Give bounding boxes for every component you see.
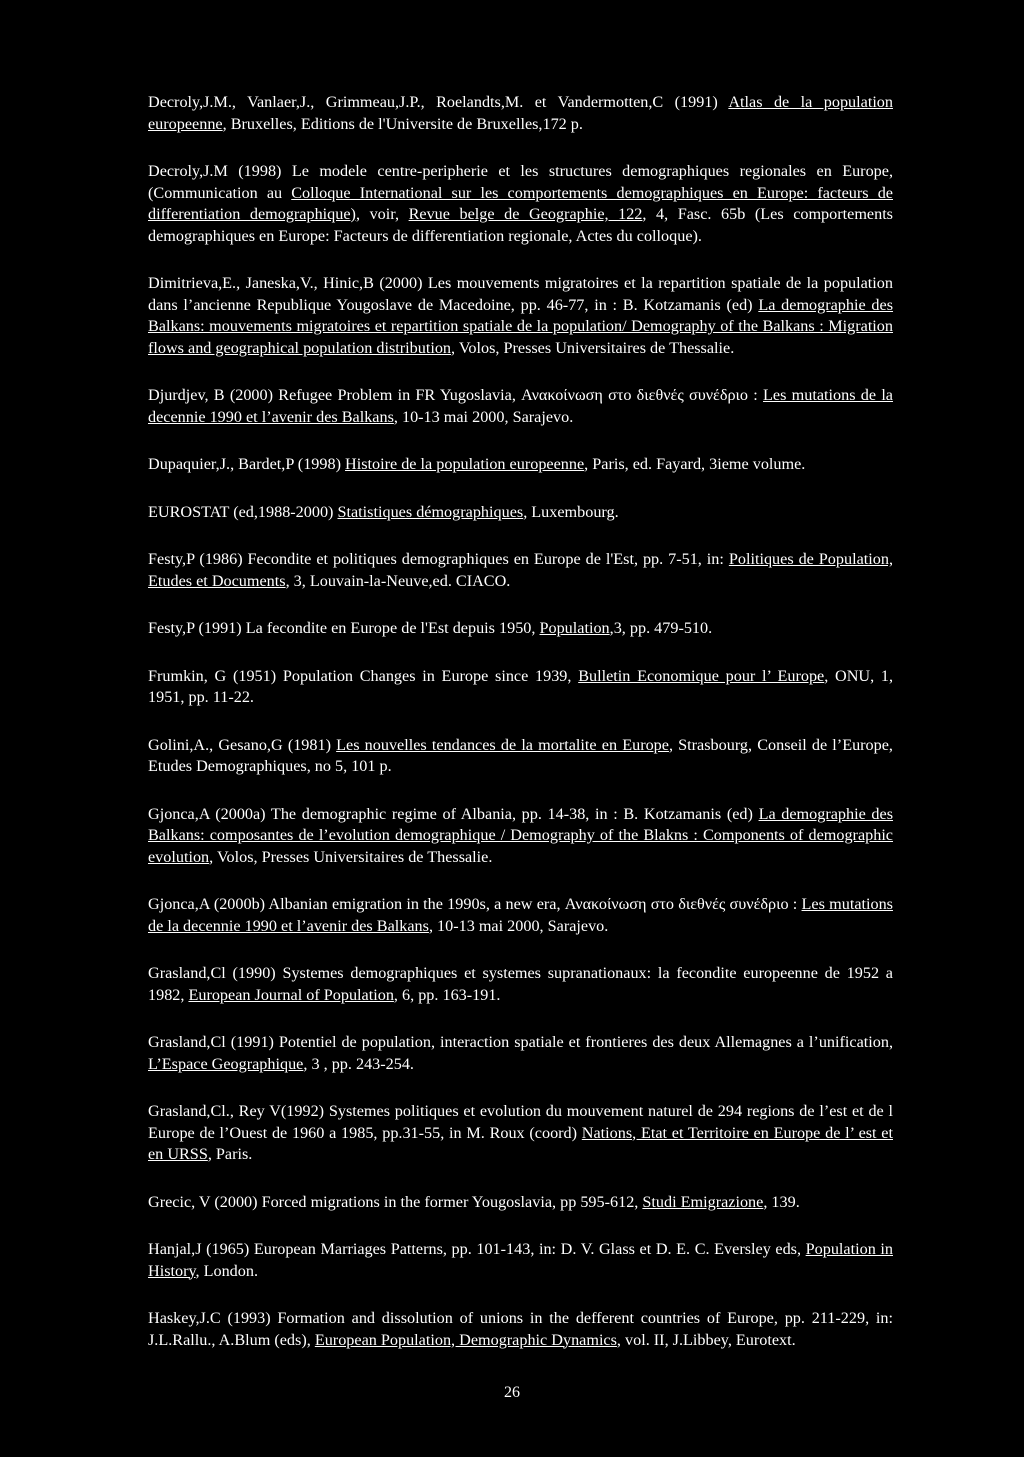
reference-text: Grasland,Cl (1990) Systemes demographiques et systemes supranationaux: la fecondite europeenne de 1952 a 1982, — [148, 964, 893, 1004]
reference-title: Population in History — [148, 1240, 893, 1280]
reference-title: Les mutations de la decennie 1990 et l’avenir des Balkans — [148, 895, 893, 935]
reference-text: ,3, pp. 479-510. — [609, 619, 713, 637]
reference-text: , ONU, 1, 1951, pp. 11-22. — [148, 666, 894, 706]
reference-text: Decroly,J.M (1998) Le modele centre-peripherie et les structures demographiques regionales en Europe, (Communication au — [148, 162, 893, 202]
reference-text: , Luxembourg. — [523, 502, 619, 521]
reference-entry — [148, 273, 893, 359]
reference-entry — [148, 549, 893, 592]
bibliography-list — [148, 92, 893, 1377]
reference-text: , Bruxelles, Editions de l'Universite de Bruxelles,172 p. — [222, 114, 583, 133]
reference-text: , London. — [195, 1261, 259, 1280]
reference-text: Djurdjev, B (2000) Refugee Problem in FR Yugoslavia, Ανακοίνωση στο διεθνές συνέδριο : — [148, 386, 764, 404]
reference-text: , Paris, ed. Fayard, 3ieme volume. — [584, 455, 806, 473]
reference-title: Les nouvelles tendances de la mortalite en Europe — [336, 735, 669, 754]
reference-entry — [148, 1101, 893, 1166]
reference-text: , Paris. — [207, 1145, 253, 1163]
reference-text: Grasland,Cl., Rey V(1992) Systemes politiques et evolution du mouvement naturel de 294 regions de l’est et de l Europe de l’Ouest de 1960 a 1985, pp.31-55, in M. Roux (coord) — [148, 1102, 893, 1142]
reference-text: , 3 , pp. 243-254. — [303, 1054, 414, 1073]
reference-entry — [148, 963, 893, 1006]
reference-text: , Strasbourg, Conseil de l’Europe, Etudes Demographiques, no 5, 101 p. — [148, 735, 893, 775]
reference-text: , 10-13 mai 2000, Sarajevo. — [393, 407, 574, 426]
reference-text: , voir, — [355, 205, 409, 223]
reference-text: , 139. — [763, 1192, 800, 1211]
reference-text: Golini,A., Gesano,G (1981) — [148, 735, 337, 754]
reference-text: , vol. II, J.Libbey, Eurotext. — [616, 1330, 796, 1349]
reference-entry — [148, 161, 893, 247]
reference-text: Festy,P (1986) Fecondite et politiques demographiques en Europe de l'Est, pp. 7-51, in: — [148, 550, 729, 568]
reference-text: Gjonca,A (2000a) The demographic regime of Albania, pp. 14-38, in : B. Kotzamanis (ed) — [148, 804, 759, 823]
reference-text: Decroly,J.M., Vanlaer,J., Grimmeau,J.P., Roelandts,M. et Vandermotten,C (1991) — [148, 93, 729, 111]
reference-text: Gjonca,A (2000b) Albanian emigration in the 1990s, a new era, Ανακοίνωση στο διεθνές συνέδριο : — [148, 895, 802, 913]
reference-title: Population — [539, 619, 610, 637]
reference-title: La demographie des Balkans: mouvements migratoires et repartition spatiale de la population/ Demography of the Balkans : Migration flows and geographical population distribution — [148, 295, 894, 357]
reference-text: , 10-13 mai 2000, Sarajevo. — [428, 916, 609, 935]
reference-title: Histoire de la population europeenne — [345, 455, 585, 473]
reference-text: , 3, Louvain-la-Neuve,ed. CIACO. — [285, 571, 511, 590]
reference-title: European Journal of Population — [188, 985, 394, 1004]
reference-title: La demographie des Balkans: composantes de l’evolution demographique / Demography of the Blakns : Components of demographic evolution — [148, 804, 894, 866]
reference-title: European Population, Demographic Dynamics — [314, 1330, 617, 1349]
reference-entry — [148, 804, 893, 869]
reference-text: Dupaquier,J., Bardet,P (1998) — [148, 455, 346, 473]
reference-title: Colloque International sur les comportements demographiques en Europe: facteurs de differentiation demographique) — [148, 183, 893, 223]
reference-title: Statistiques démographiques — [337, 502, 524, 521]
reference-text: , Volos, Presses Universitaires de Thessalie. — [209, 847, 493, 866]
reference-title: Politiques de Population, Etudes et Documents — [148, 550, 893, 590]
reference-title: Studi Emigrazione — [642, 1192, 764, 1211]
reference-text: , 6, pp. 163-191. — [393, 985, 501, 1004]
reference-entry — [148, 1308, 893, 1351]
reference-title: Bulletin Economique pour l’ Europe — [578, 666, 825, 685]
reference-entry — [148, 1239, 893, 1282]
reference-text: Haskey,J.C (1993) Formation and dissolution of unions in the defferent countries of Europe, pp. 211-229, in: J.L.Rallu., A.Blum (eds), — [148, 1309, 893, 1349]
reference-entry — [148, 735, 893, 778]
reference-entry — [148, 618, 893, 640]
reference-entry — [148, 92, 893, 135]
reference-text: , 4, Fasc. 65b (Les comportements demographiques en Europe: Facteurs de differentiation regionale, Actes du colloque). — [148, 205, 893, 245]
reference-text: , Volos, Presses Universitaires de Thessalie. — [451, 338, 735, 357]
reference-text: Festy,P (1991) La fecondite en Europe de l'Est depuis 1950, — [148, 619, 540, 637]
reference-title: Nations, Etat et Territoire en Europe de l’ est et en URSS — [148, 1123, 893, 1163]
reference-entry — [148, 454, 893, 476]
reference-title: Revue belge de Geographie, 122 — [408, 205, 643, 223]
reference-text: Grasland,Cl (1991) Potentiel de population, interaction spatiale et frontieres des deux Allemagnes a l’unification, — [148, 1033, 893, 1051]
reference-entry — [148, 894, 893, 937]
reference-text: EUROSTAT (ed,1988-2000) — [148, 502, 338, 521]
reference-text: Frumkin, G (1951) Population Changes in Europe since 1939, — [148, 666, 579, 685]
reference-entry — [148, 1032, 893, 1075]
reference-text: Grecic, V (2000) Forced migrations in the former Yougoslavia, pp 595-612, — [148, 1192, 643, 1211]
reference-title: Les mutations de la decennie 1990 et l’avenir des Balkans — [148, 386, 893, 426]
reference-entry — [148, 385, 893, 428]
reference-title: L’Espace Geographique — [148, 1054, 304, 1073]
reference-title: Atlas de la population europeenne — [148, 93, 893, 133]
reference-entry — [148, 666, 893, 709]
page-number: 26 — [504, 1384, 520, 1401]
reference-entry — [148, 502, 893, 524]
reference-text: Hanjal,J (1965) European Marriages Patterns, pp. 101-143, in: D. V. Glass et D. E. C. Eversley eds, — [148, 1240, 806, 1258]
reference-entry — [148, 1192, 893, 1214]
reference-text: Dimitrieva,E., Janeska,V., Hinic,B (2000) Les mouvements migratoires et la repartition spatiale de la population dans l’ancienne Republique Yougoslave de Macedoine, pp. 46-77, in : B. Kotzamanis (ed) — [148, 274, 893, 314]
